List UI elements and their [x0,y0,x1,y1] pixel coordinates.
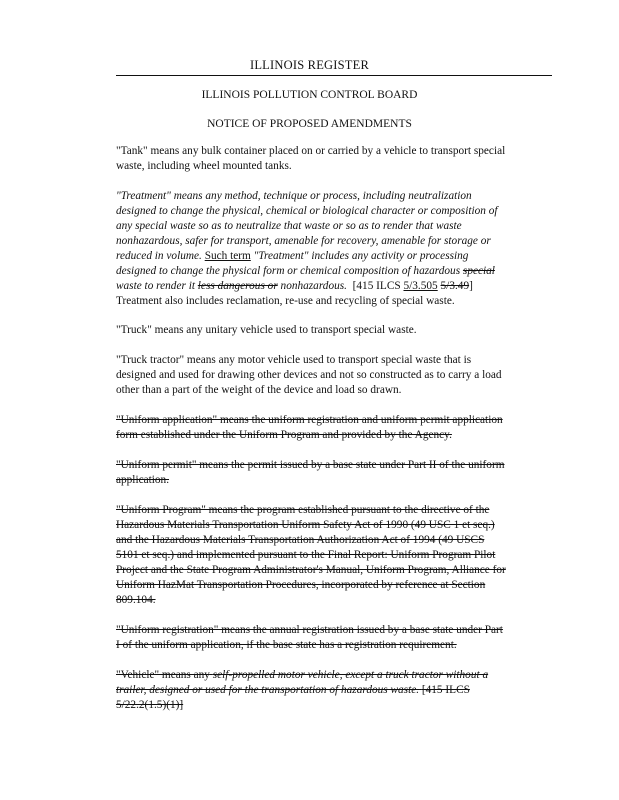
definition-uniform-permit: "Uniform permit" means the permit issued by a base state under Part II of the uniform application. [116,459,505,486]
treatment-citation-start: [415 ILCS [352,280,401,292]
board-name: ILLINOIS POLLUTION CONTROL BOARD [201,89,418,101]
treatment-citation-end: ] Treatment also includes reclamation, re-use and recycling of special waste. [116,280,473,307]
treatment-deleted-phrase: less dangerous or [197,280,278,292]
register-title: ILLINOIS REGISTER [249,58,369,72]
definition-vehicle [116,668,508,713]
vehicle-lead: "Vehicle" means any [116,669,210,681]
treatment-statutory-text-4: nonhazardous. [280,280,347,292]
document-body [116,144,508,728]
definition-treatment [116,189,508,309]
definition-truck-tractor: "Truck tractor" means any motor vehicle used to transport special waste that is designed and used for drawing other devices and not so constructed as to carry a load other than a part of the weight of the device and load so drawn. [116,354,502,396]
definition-tank: "Tank" means any bulk container placed on or carried by a vehicle to transport special waste, including wheel mounted tanks. [116,145,506,172]
treatment-statutory-text-2: "Treatment" includes any activity or processing designed to change the physical form or chemical composition of hazardous [116,250,469,277]
definition-uniform-program: "Uniform Program" means the program established pursuant to the directive of the Hazardous Materials Transportation Uniform Safety Act of 1990 (49 USC 1 et seq.) and the Hazardous Materials Transportation Authorization Act of 1994 (49 USCS 5101 et seq.) and implemented pursuant to the Final Report: Uniform Program Pilot Project and the State Program Administrator's Manual, Uniform Program, Alliance for Uniform HazMat Transportation Procedures, incorporated by reference at Section 809.104. [116,504,506,606]
definition-uniform-application: "Uniform application" means the uniform registration and uniform permit application form established under the Uniform Program and provided by the Agency. [116,414,503,441]
treatment-citation-old: 5/3.49 [440,280,470,292]
vehicle-citation: [415 ILCS 5/22.2(1.5)(1)] [116,684,470,711]
treatment-citation-new: 5/3.505 [403,280,438,292]
vehicle-statutory-text: self-propelled motor vehicle, except a truck tractor without a trailer, designed or used for the transportation of hazardous waste. [116,669,489,696]
header-divider [116,75,552,76]
notice-title: NOTICE OF PROPOSED AMENDMENTS [207,118,412,130]
treatment-deleted-special: special [462,265,495,277]
treatment-added-text: Such term [204,250,251,262]
treatment-statutory-text: "Treatment" means any method, technique or process, including neutralization designed to change the physical, chemical or biological character or composition of any special waste so as to neutralize that waste or so as to render that waste nonhazardous, safer for transport, amenable for recovery, amenable for storage or reduced in volume. [116,190,498,262]
definition-truck: "Truck" means any unitary vehicle used to transport special waste. [116,324,417,336]
definition-uniform-registration: "Uniform registration" means the annual registration issued by a base state under Part I of the uniform application, if the base state has a registration requirement. [116,624,503,651]
treatment-statutory-text-3: waste to render it [116,280,195,292]
